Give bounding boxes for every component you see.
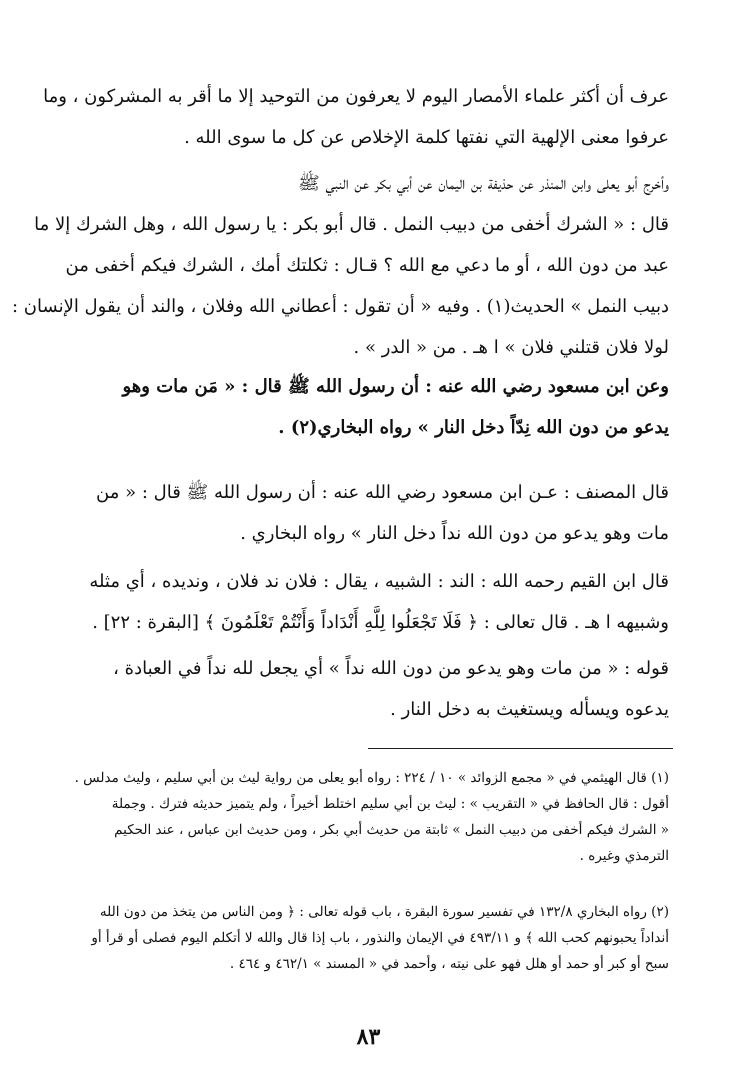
page-number: ٨٣ [356,1024,381,1050]
footnote-line: أقول : قال الحافظ في « التقريب » : ليث بن أبي سليم اختلط أخيراً ، ولم يتميز حديثه فترك . وجملة [111,796,669,812]
footnote-line: الترمذي وغيره . [579,848,669,864]
text-line: قوله : « من مات وهو يدعو من دون الله نداً » أي يجعل لله نداً في العبادة ، [113,658,669,679]
text-line: عرف أن أكثر علماء الأمصار اليوم لا يعرفون من التوحيد إلا ما أقر به المشركون ، وما [43,86,669,107]
footnote-line: (٢) رواه البخاري ١٣٢/٨ في تفسير سورة البقرة ، باب قوله تعالى : ﴿ ومن الناس من يتخذ من دون الله [99,904,669,920]
footnote-line: (١) قال الهيثمي في « مجمع الزوائد » ١٠ / ٢٢٤ : رواه أبو يعلى من رواية ليث بن أبي سليم ، وليث مدلس . [74,770,669,786]
paragraph-4 [68,472,669,554]
text-line: عبد من دون الله ، أو ما دعي مع الله ؟ قـال : ثكلتك أمك ، الشرك فيكم أخفى من [65,255,669,276]
footnote-line: سبح أو كبر أو حمد أو هلل فهو على نيته ، وأحمد في « المسند » ٤٦٢/١ و ٤٦٤ . [229,956,669,972]
text-line: يدعوه ويسأله ويستغيث به دخل النار . [390,699,669,720]
text-line: قال المصنف : عـن ابن مسعود رضي الله عنه : أن رسول الله ﷺ قال : « من [96,482,669,503]
footnote-2 [68,899,669,977]
text-line: مات وهو يدعو من دون الله نداً دخل النار » رواه البخاري . [240,523,669,544]
text-line: عرفوا معنى الإلهية التي نفتها كلمة الإخلاص عن كل ما سوى الله . [184,127,669,148]
text-line: لولا فلان قتلني فلان » ا هـ . من « الدر » . [353,337,669,358]
text-line: وشبيهه ا هـ . قال تعالى : ﴿ فَلَا تَجْعَلُوا لِلَّهِ أَنْدَاداً وَأَنْتُمْ تَعْلَمُونَ ﴾ [البقرة : ٢٢] . [92,612,669,633]
footnote-line: « الشرك فيكم أخفى من دبيب النمل » ثابتة من حديث أبي بكر ، ومن حديث ابن عباس ، عند الحكيم [114,822,669,838]
paragraph-2 [12,163,669,368]
text-line: قال ابن القيم رحمه الله : الند : الشبيه ، يقال : فلان ند فلان ، ونديده ، أي مثله [89,571,669,592]
text-line: وأخرج أبو يعلى وابن المنذر عن حذيفة بن اليمان عن أبي بكر عن النبي ﷺ [298,173,669,194]
paragraph-6 [68,648,669,730]
footnote-line: أنداداً يحبونهم كحب الله ﴾ و ٤٩٣/١١ في الإيمان والنذور ، باب إذا قال والله لا أتكلم اليوم فصلى أو قرأ أو [91,930,669,946]
paragraph-1 [43,76,669,158]
paragraph-3-hadith [68,366,669,448]
text-line: وعن ابن مسعود رضي الله عنه : أن رسول الله ﷺ قال : « مَن مات وهو [122,376,669,397]
text-line: دبيب النمل » الحديث(١) . وفيه « أن تقول : أعطاني الله وفلان ، والند أن يقول الإنسان : [12,296,669,317]
text-line: يدعو من دون الله نِدّاً دخل النار » رواه البخاري(٢) . [278,417,669,438]
footnote-1 [68,765,669,869]
text-line: قال : « الشرك أخفى من دبيب النمل . قال أبو بكر : يا رسول الله ، وهل الشرك إلا ما [34,214,669,235]
paragraph-5 [68,561,669,643]
footnote-divider [368,748,673,749]
